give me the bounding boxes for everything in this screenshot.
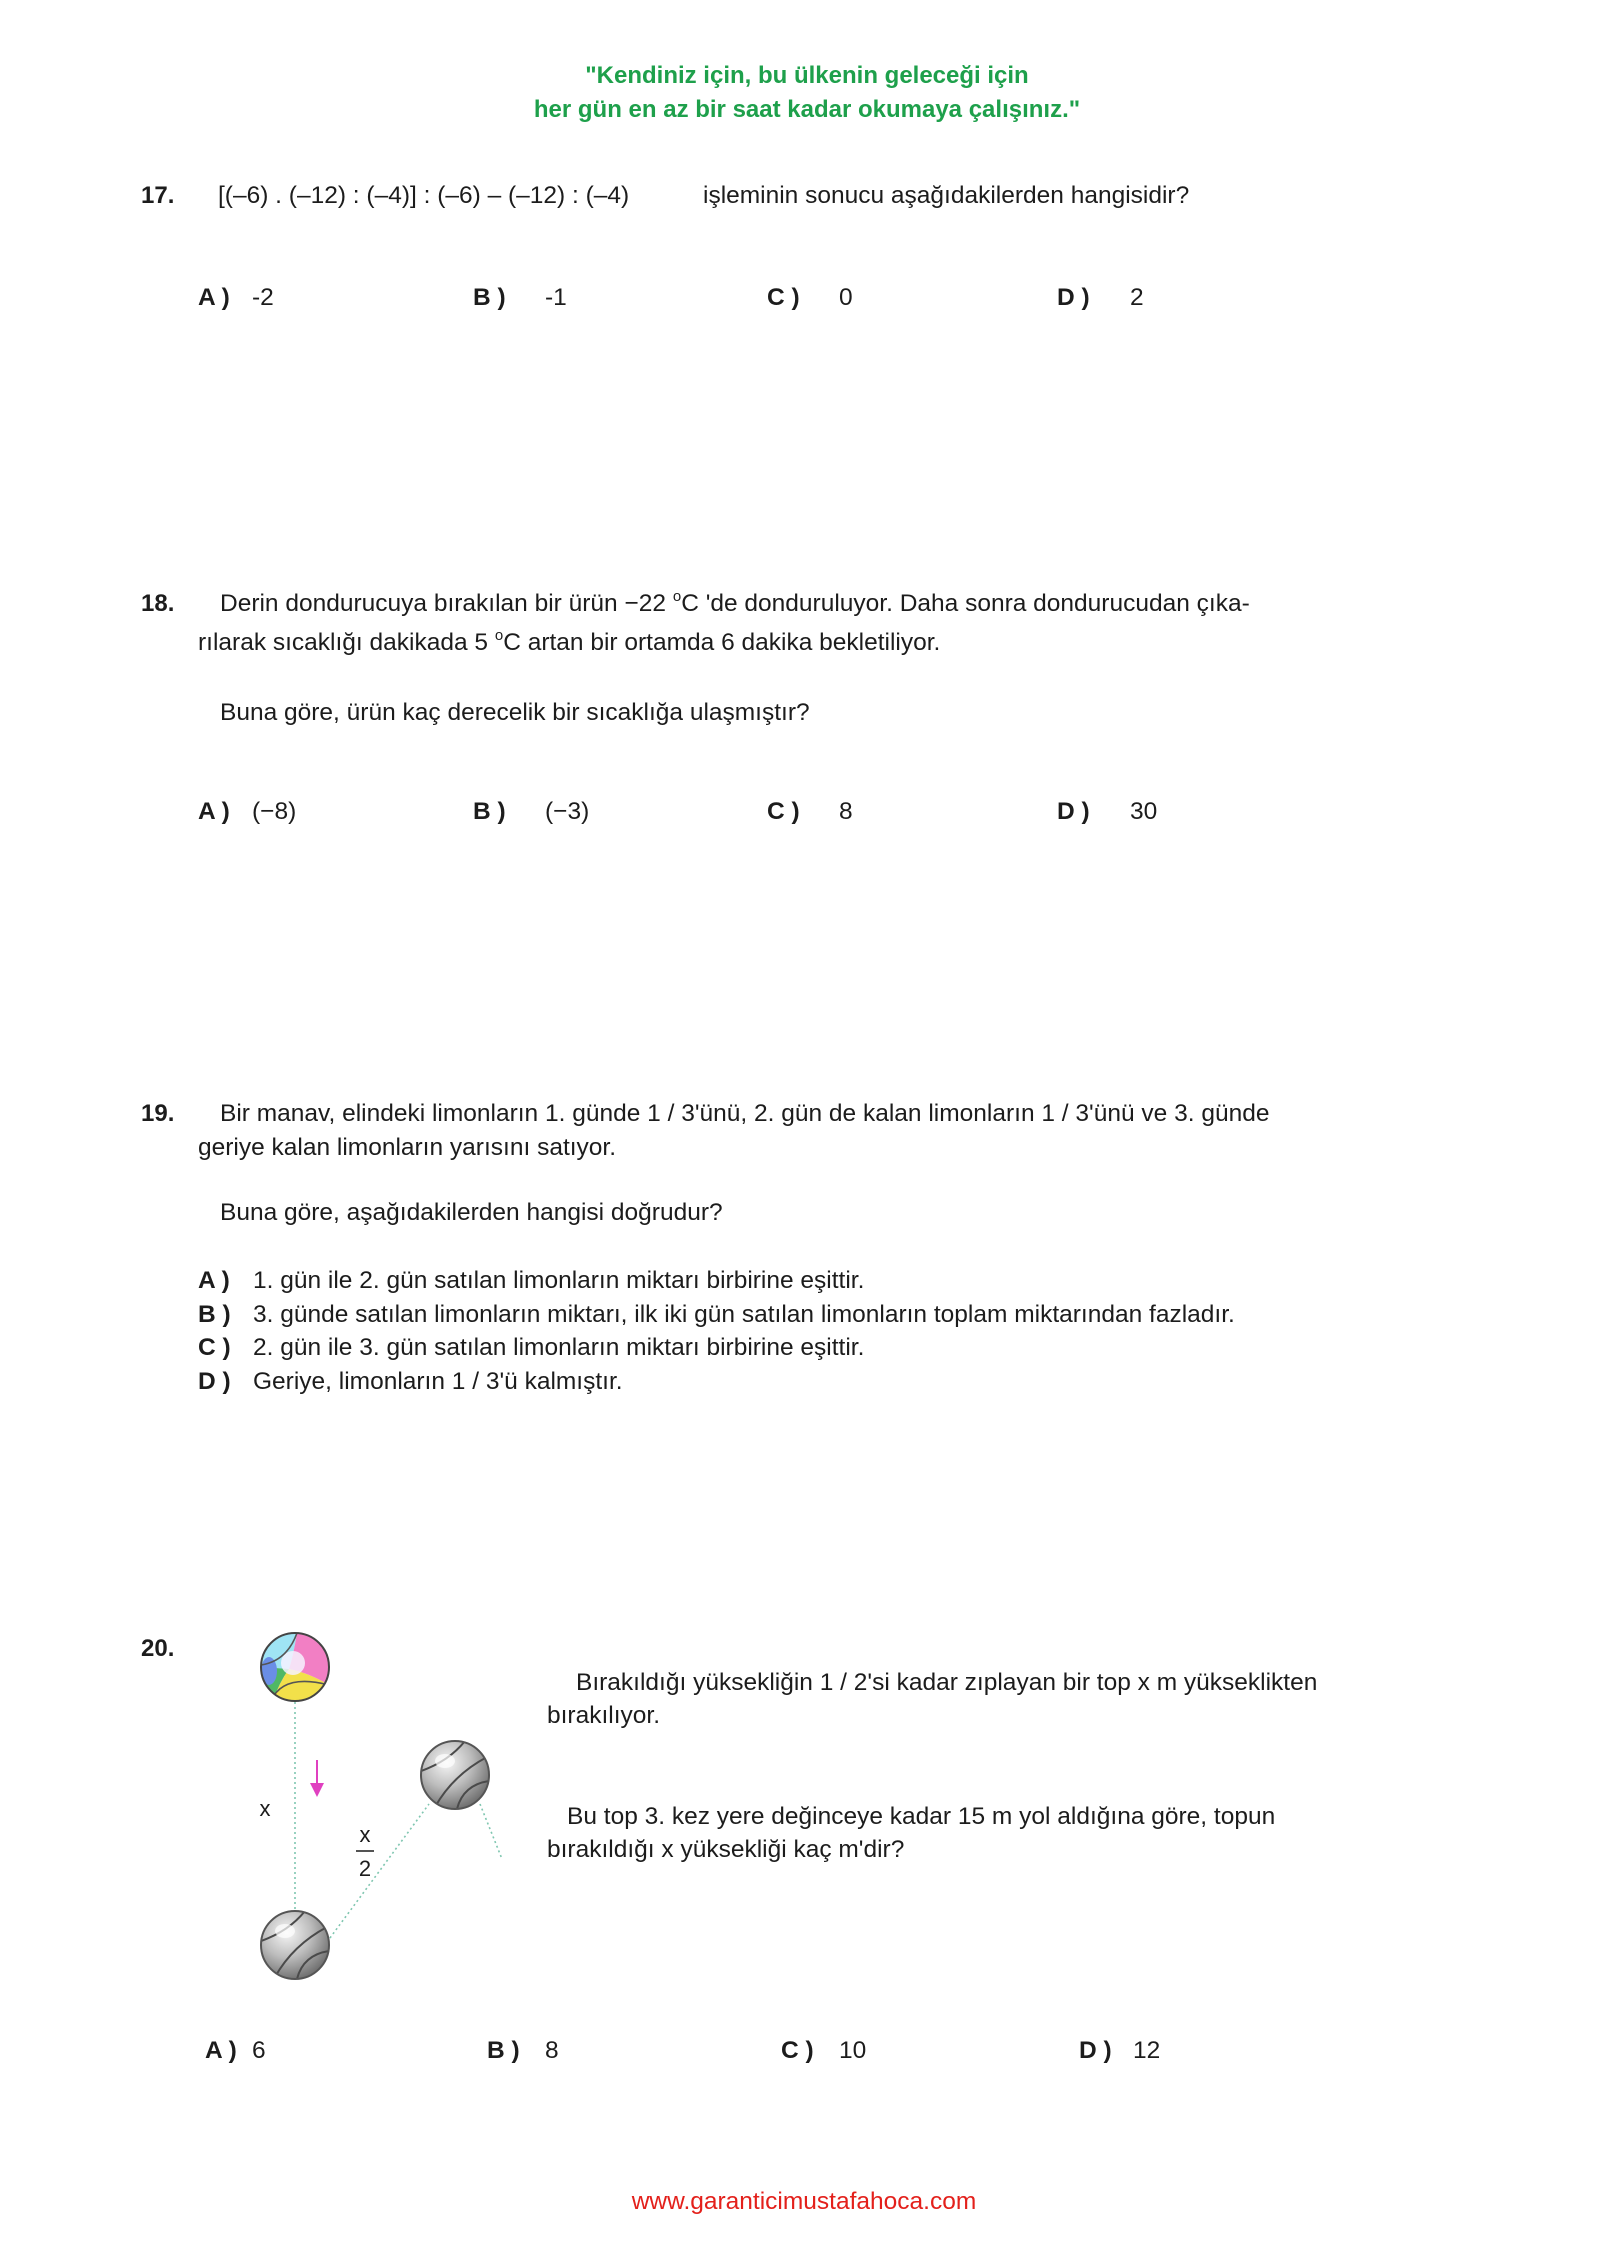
option-c-label: C ) [781, 2037, 814, 2064]
text-segment: Derin dondurucuya bırakılan bir ürün −22 [220, 590, 673, 617]
option-b-label: B ) [198, 1301, 231, 1328]
question-text: işleminin sonucu aşağıdakilerden hangisidir? [703, 182, 1190, 209]
option-d-value: Geriye, limonların 1 / 3'ü kalmıştır. [253, 1368, 623, 1395]
question-number: 19. [141, 1100, 175, 1127]
question-text-line-1 [220, 590, 1250, 618]
option-b-label: B ) [473, 284, 506, 311]
gray-ball-icon [421, 1741, 489, 1809]
down-arrow-icon [310, 1760, 324, 1797]
colored-ball-icon [261, 1633, 329, 1701]
question-text-line-2: geriye kalan limonların yarısını satıyor. [198, 1134, 617, 1161]
question-text-2-line-1: Bu top 3. kez yere değinceye kadar 15 m yol aldığına göre, topun [567, 1803, 1276, 1830]
question-text-line-1: Bir manav, elindeki limonların 1. günde 1 / 3'ünü, 2. gün de kalan limonların 1 / 3'ünü ve 3. günde [220, 1100, 1270, 1127]
footer-website-link[interactable]: www.garanticimustafahoca.com [631, 2188, 977, 2215]
question-prompt: Buna göre, ürün kaç derecelik bir sıcaklığa ulaşmıştır? [220, 699, 810, 726]
text-segment: rılarak sıcaklığı dakikada 5 [198, 629, 495, 656]
question-text-1-line-1: Bırakıldığı yüksekliğin 1 / 2'si kadar zıplayan bir top x m yükseklikten [576, 1669, 1318, 1696]
option-d-value: 30 [1130, 798, 1158, 825]
bounce-up-path-line [327, 1804, 429, 1942]
option-a-label: A ) [198, 1267, 230, 1294]
option-c-label: C ) [767, 284, 800, 311]
option-d-value: 2 [1130, 284, 1144, 311]
option-a-label: A ) [198, 284, 230, 311]
motto-line-1: "Kendiniz için, bu ülkenin geleceği için [585, 62, 1029, 89]
option-d-value: 12 [1133, 2037, 1161, 2064]
option-d-label: D ) [198, 1368, 231, 1395]
degree-superscript: o [494, 627, 504, 644]
option-b-label: B ) [487, 2037, 520, 2064]
question-prompt: Buna göre, aşağıdakilerden hangisi doğrudur? [220, 1199, 723, 1226]
bounce-down-path-line [480, 1804, 502, 1859]
bouncing-ball-figure [240, 1620, 530, 1990]
option-a-label: A ) [198, 798, 230, 825]
option-a-value: 1. gün ile 2. gün satılan limonların miktarı birbirine eşittir. [253, 1267, 865, 1294]
option-c-label: C ) [198, 1334, 231, 1361]
height-label: x [259, 1796, 271, 1821]
bounce-height-numerator: x [359, 1822, 371, 1847]
question-text-2-line-2: bırakıldığı x yüksekliği kaç m'dir? [547, 1836, 905, 1863]
option-b-value: -1 [545, 284, 567, 311]
option-d-label: D ) [1079, 2037, 1112, 2064]
question-number: 17. [141, 182, 175, 209]
option-b-label: B ) [473, 798, 506, 825]
option-a-value: 6 [252, 2037, 266, 2064]
text-segment: C 'de donduruluyor. Daha sonra dondurucudan çıka- [681, 590, 1250, 617]
motto-line-2: her gün en az bir saat kadar okumaya çalışınız." [533, 96, 1081, 123]
option-a-value: (−8) [252, 798, 297, 825]
question-expression: [(–6) . (–12) : (–4)] : (–6) – (–12) : (–4) [218, 182, 630, 209]
option-c-value: 2. gün ile 3. gün satılan limonların miktarı birbirine eşittir. [253, 1334, 865, 1361]
question-text-1-line-2: bırakılıyor. [547, 1702, 661, 1729]
option-d-label: D ) [1057, 284, 1090, 311]
option-b-value: 8 [545, 2037, 559, 2064]
option-a-value: -2 [252, 284, 274, 311]
question-number: 18. [141, 590, 175, 617]
option-b-value: 3. günde satılan limonların miktarı, ilk iki gün satılan limonların toplam miktarından fazladır. [253, 1301, 1235, 1328]
gray-ball-icon [261, 1911, 329, 1979]
option-c-value: 0 [839, 284, 853, 311]
question-text-line-2 [198, 629, 940, 657]
option-c-value: 10 [839, 2037, 867, 2064]
option-c-value: 8 [839, 798, 853, 825]
option-c-label: C ) [767, 798, 800, 825]
option-d-label: D ) [1057, 798, 1090, 825]
text-segment: C artan bir ortamda 6 dakika bekletiliyor. [503, 629, 941, 656]
question-number: 20. [141, 1635, 175, 1662]
bounce-height-denominator: 2 [358, 1856, 372, 1881]
degree-superscript: o [672, 588, 682, 605]
option-a-label: A ) [205, 2037, 237, 2064]
option-b-value: (−3) [545, 798, 590, 825]
